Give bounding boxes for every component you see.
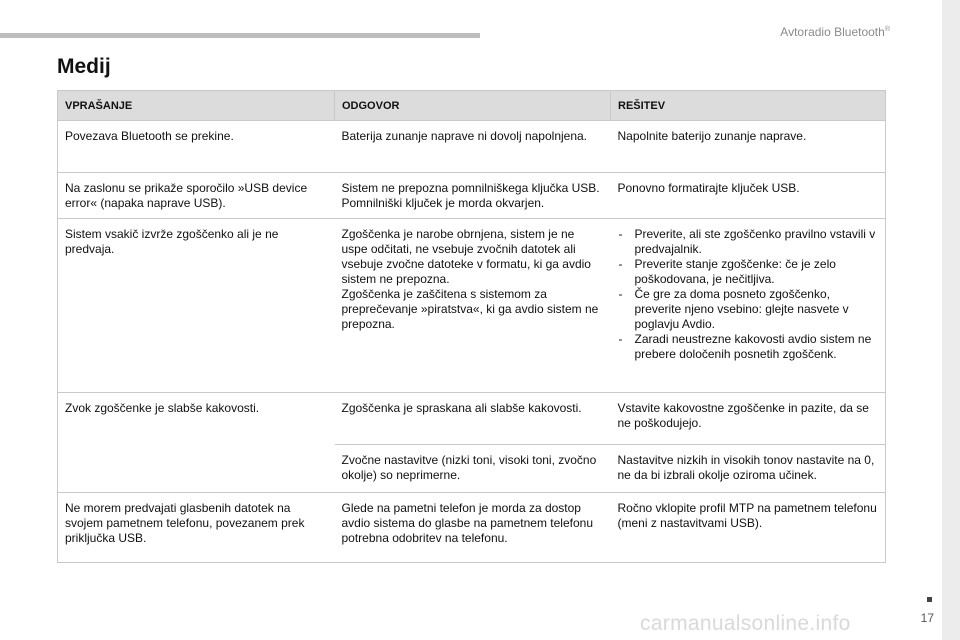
header-rule (0, 33, 480, 38)
solution-cell (611, 219, 886, 393)
solution-cell (611, 121, 886, 173)
solution-text: Ročno vklopite profil MTP na pametnem telefonu (meni z nastavitvami USB). (617, 501, 877, 530)
answer-text: Glede na pametni telefon je morda za dostop avdio sistema do glasbe na pametnem telefonu potrebna odobritev na telefonu. (341, 501, 593, 545)
answer-text: Pomnilniški ključek je morda okvarjen. (341, 196, 545, 210)
watermark: carmanualsonline.info (640, 612, 851, 635)
answer-cell (335, 393, 611, 445)
section-header-text: Avtoradio Bluetooth (780, 25, 885, 39)
page-edge-strip (942, 0, 960, 640)
answer-text: Baterija zunanje naprave ni dovolj napolnjena. (341, 129, 588, 143)
column-header-solution: REŠITEV (611, 91, 886, 121)
table-header-row (58, 91, 886, 121)
answer-cell (335, 493, 611, 563)
registered-mark: ® (884, 26, 890, 33)
list-item: - Zaradi neustrezne kakovosti avdio sistem ne prebere določenih posnetih zgoščenk. (618, 332, 879, 362)
solution-cell (611, 445, 886, 493)
column-header-answer: ODGOVOR (335, 91, 611, 121)
answer-text: Sistem ne prepozna pomnilniškega ključka USB. (341, 181, 600, 195)
page-marker (927, 597, 932, 602)
list-item: - Preverite stanje zgoščenke: če je zelo poškodovana, je nečitljiva. (618, 257, 879, 287)
solution-list (618, 227, 879, 362)
page-number: 17 (920, 611, 934, 625)
solution-text: Nastavitve nizkih in visokih tonov nastavite na 0, ne da bi izbrali okolje oziroma učinek. (617, 453, 875, 482)
solution-text: Napolnite baterijo zunanje naprave. (617, 129, 807, 143)
table-row (58, 173, 886, 219)
troubleshooting-table (57, 90, 886, 563)
table-row (58, 393, 886, 445)
table-row (58, 219, 886, 393)
answer-cell (335, 219, 611, 393)
answer-text: Zvočne nastavitve (nizki toni, visoki toni, zvočno okolje) so neprimerne. (341, 453, 597, 482)
answer-text: Zgoščenka je zaščitena s sistemom za preprečevanje »piratstva«, ki ga avdio sistem ne prepozna. (341, 287, 599, 331)
answer-text: Zgoščenka je spraskana ali slabše kakovosti. (341, 401, 582, 415)
table-row (58, 121, 886, 173)
question-cell: Ne morem predvajati glasbenih datotek na svojem pametnem telefonu, povezanem prek priključka USB. (58, 493, 335, 563)
question-cell: Na zaslonu se prikaže sporočilo »USB device error« (napaka naprave USB). (58, 173, 335, 219)
column-header-question: VPRAŠANJE (58, 91, 335, 121)
section-header (780, 25, 890, 39)
list-item: - Preverite, ali ste zgoščenko pravilno vstavili v predvajalnik. (618, 227, 879, 257)
page-title: Medij (57, 55, 111, 78)
solution-cell (611, 493, 886, 563)
solution-cell (611, 173, 886, 219)
list-item: - Če gre za doma posneto zgoščenko, preverite njeno vsebino: glejte nasvete v poglavju Avdio. (618, 287, 879, 332)
solution-cell (611, 393, 886, 445)
answer-text: Zgoščenka je narobe obrnjena, sistem je ne uspe odčitati, ne vsebuje zvočnih datotek ali vsebuje zvočne datoteke v formatu, ki ga avdio sistem ne prepozna. (341, 227, 591, 286)
answer-cell (335, 173, 611, 219)
solution-text: Vstavite kakovostne zgoščenke in pazite, da se ne poškodujejo. (617, 401, 869, 430)
answer-cell (335, 445, 611, 493)
answer-cell (335, 121, 611, 173)
solution-text: Ponovno formatirajte ključek USB. (617, 181, 800, 195)
question-cell: Sistem vsakič izvrže zgoščenko ali je ne predvaja. (58, 219, 335, 393)
table-row (58, 493, 886, 563)
question-cell: Zvok zgoščenke je slabše kakovosti. (58, 393, 335, 493)
question-cell: Povezava Bluetooth se prekine. (58, 121, 335, 173)
